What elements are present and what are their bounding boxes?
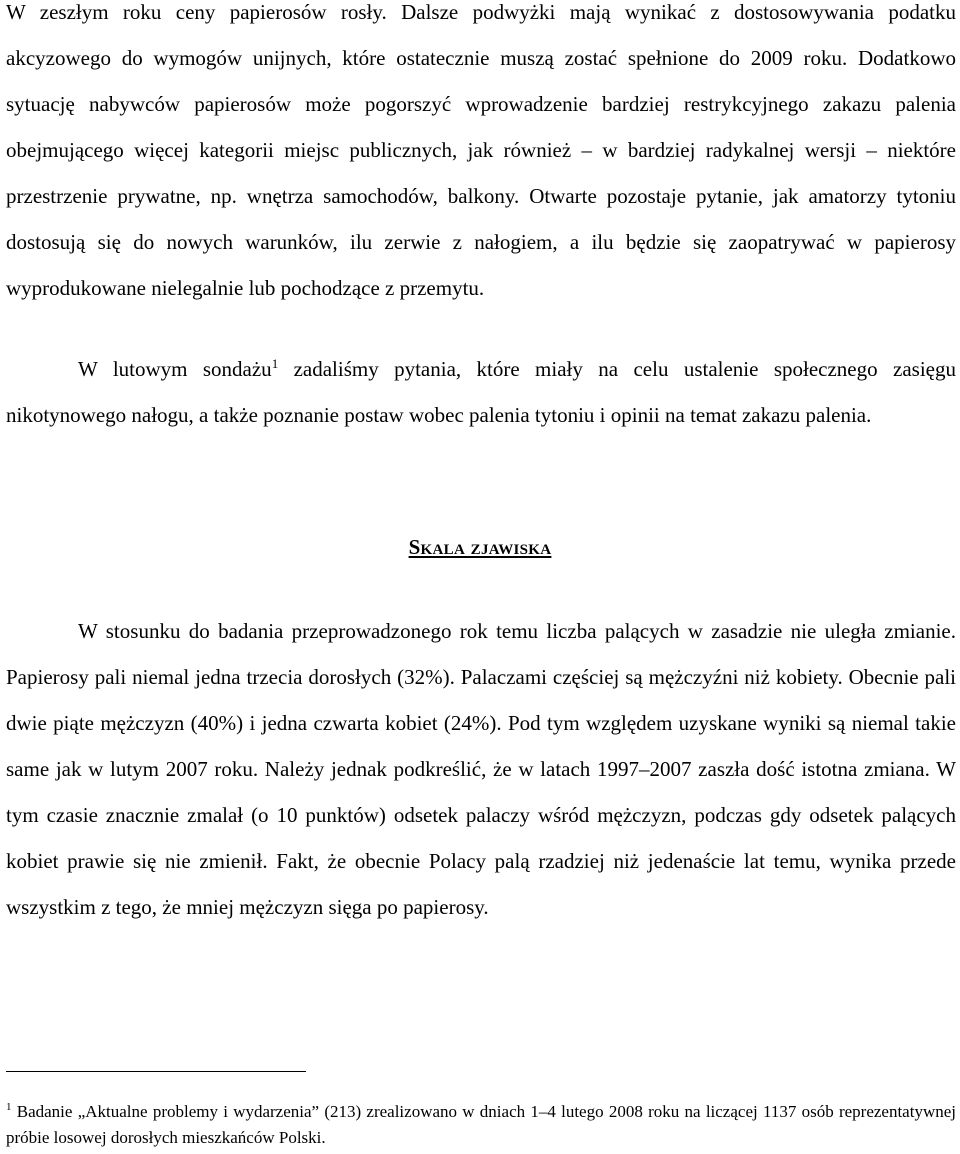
paragraph-cigarette-prices: W zeszłym roku ceny papierosów rosły. Dalsze podwyżki mają wynikać z dostosowywania podatku akcyzowego do wymogów unijnych, które ostatecznie muszą zostać spełnione do 2009 roku. Dodatkowo sytuację nabywców papierosów może pogorszyć wprowadzenie bardziej restrykcyjnego zakazu palenia obejmującego więcej kategorii miejsc publicznych, jak również – w bardziej radykalnej wersji – niektóre przestrzenie prywatne, np. wnętrza samochodów, balkony. Otwarte pozostaje pytanie, jak amatorzy tytoniu dostosują się do nowych warunków, ilu zerwie z nałogiem, a ilu będzie się zaopatrywać w papierosy wyprodukowane nielegalnie lub pochodzące z przemytu. xyxy=(6,0,956,300)
paragraph-survey-intro xyxy=(6,346,956,438)
paragraph-smoking-scale: W stosunku do badania przeprowadzonego rok temu liczba palących w zasadzie nie uległa zmianie. Papierosy pali niemal jedna trzecia dorosłych (32%). Palaczami częściej są mężczyźni niż kobiety. Obecnie pali dwie piąte mężczyzn (40%) i jedna czwarta kobiet (24%). Pod tym względem uzyskane wyniki są niemal takie same jak w lutym 2007 roku. Należy jednak podkreślić, że w latach 1997–2007 zaszła dość istotna zmiana. W tym czasie znacznie zmalał (o 10 punktów) odsetek palaczy wśród mężczyzn, podczas gdy odsetek palących kobiet prawie się nie zmienił. Fakt, że obecnie Polacy palą rzadziej niż jedenaście lat temu, wynika przede wszystkim z tego, że mniej mężczyzn sięga po papierosy. xyxy=(6,619,956,919)
paragraph-survey-intro-rest: zadaliśmy pytania, które miały na celu ustalenie społecznego zasięgu nikotynowego nałogu, a także poznanie postaw wobec palenia tytoniu i opinii na temat zakazu palenia. xyxy=(6,357,956,427)
section-heading: Skala zjawiska xyxy=(408,535,552,559)
footnote-divider xyxy=(6,1071,306,1072)
paragraph-survey-intro-start: W lutowym sondażu xyxy=(78,357,272,381)
footnote-text: Badanie „Aktualne problemy i wydarzenia” (213) zrealizowano w dniach 1–4 lutego 2008 roku na liczącej 1137 osób reprezentatywnej próbie losowej dorosłych mieszkańców Polski. xyxy=(6,1102,956,1147)
footnote-number: 1 xyxy=(6,1101,12,1113)
footnote-reference: 1 xyxy=(271,356,279,371)
footnote xyxy=(6,1099,956,1151)
